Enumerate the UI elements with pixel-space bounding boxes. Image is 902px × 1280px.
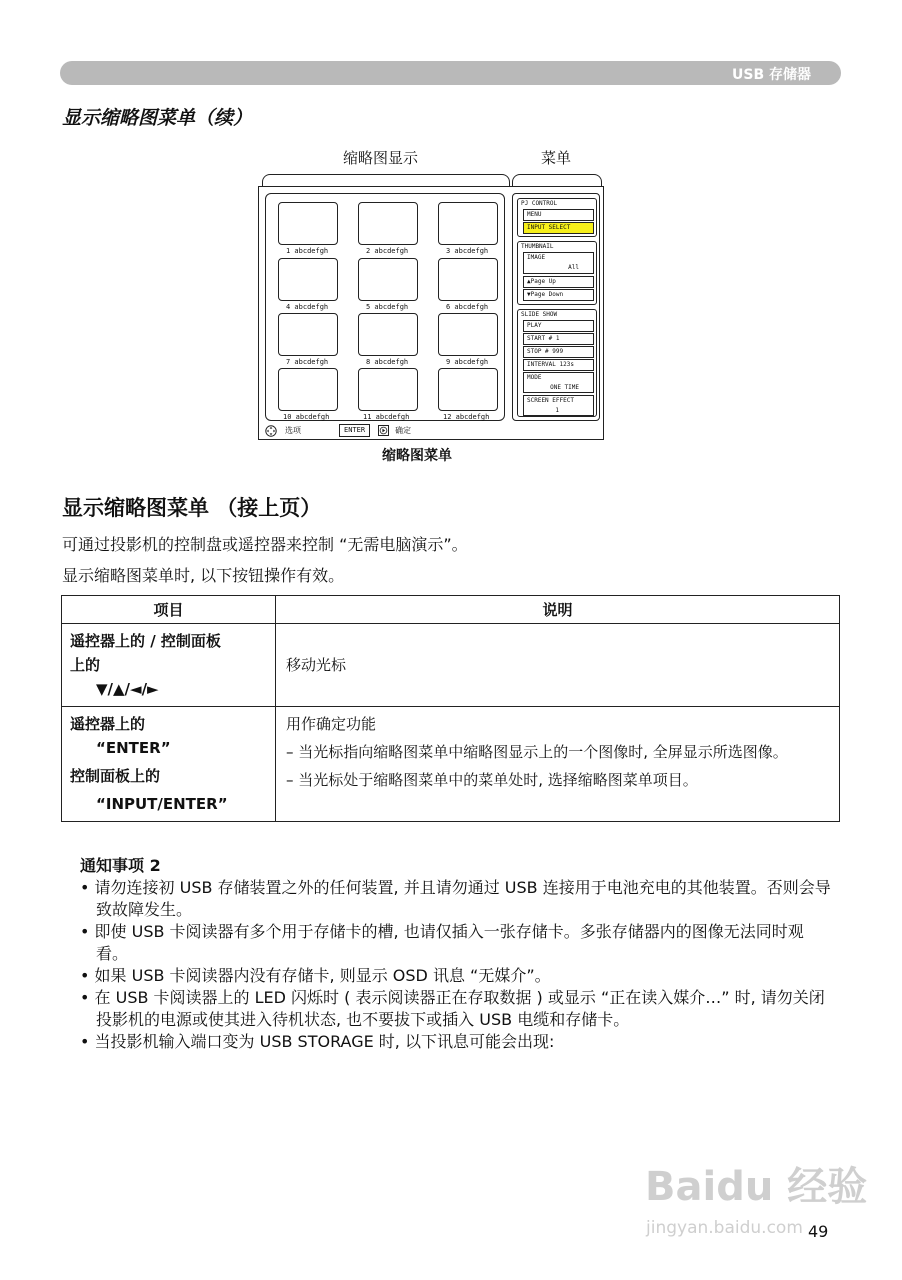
row1-item	[62, 624, 276, 707]
mode-label: MODE	[527, 374, 542, 381]
notes-title: 通知事项 2	[80, 856, 161, 875]
list-item: • 如果 USB 卡阅读器内没有存储卡, 则显示 OSD 讯息 “无媒介”。	[80, 966, 551, 985]
image-label: IMAGE	[527, 254, 546, 261]
enter-key: ENTER	[339, 424, 370, 437]
input-enter-key-label: “INPUT/ENTER”	[96, 795, 228, 813]
row2-description	[276, 707, 840, 822]
thumbnail-caption: 8 abcdefgh	[366, 358, 409, 366]
row2-item-line3: 控制面板上的	[70, 767, 161, 785]
thumbnail-title: THUMBNAIL	[521, 243, 554, 250]
menu-item-page-down[interactable]: ▼Page Down	[523, 289, 594, 301]
menu-item-stop[interactable]: STOP # 999	[523, 346, 594, 358]
image-value: All	[568, 264, 579, 271]
paragraph-2: 显示缩略图菜单时, 以下按钮操作有效。	[62, 566, 345, 585]
thumbnail-caption: 9 abcdefgh	[446, 358, 489, 366]
row1-description: 移动光标	[276, 624, 840, 707]
menu-item-image[interactable]	[523, 252, 594, 274]
watermark-logo: Baidu 经验	[645, 1164, 868, 1210]
table-header-row	[62, 596, 840, 624]
intro-title: 显示缩略图菜单（续）	[62, 107, 253, 129]
page-number: 49	[808, 1222, 829, 1241]
list-item: • 当投影机输入端口变为 USB STORAGE 时, 以下讯息可能会出现:	[80, 1032, 555, 1051]
thumbnail[interactable]	[358, 368, 418, 411]
row1-item-line1: 遥控器上的 / 控制面板	[70, 632, 221, 650]
section-label: USB 存储器	[732, 67, 811, 83]
thumbnail[interactable]	[438, 313, 498, 356]
thumbnail[interactable]	[278, 313, 338, 356]
screen-effect-value: 1	[555, 407, 559, 414]
thumbnail[interactable]	[358, 258, 418, 301]
dpad-icon	[265, 425, 277, 437]
list-item: • 即使 USB 卡阅读器有多个用于存储卡的槽, 也请仅插入一张存储卡。多张存储器内的图像无法同时观看。	[80, 922, 804, 963]
footer-confirm-label: 确定	[395, 426, 411, 435]
mode-value: ONE TIME	[550, 384, 579, 391]
table-row	[62, 624, 840, 707]
row2-desc-line1: 用作确定功能	[286, 715, 377, 733]
menu-item-mode[interactable]	[523, 372, 594, 393]
thumbnail-caption: 10 abcdefgh	[283, 413, 330, 421]
play-key-icon	[378, 425, 389, 436]
row2-item-line1: 遥控器上的	[70, 715, 146, 733]
thumbnail-caption: 2 abcdefgh	[366, 247, 409, 255]
thumbnail-caption: 12 abcdefgh	[443, 413, 490, 421]
header-bar	[60, 61, 841, 85]
bracket-menu	[512, 174, 602, 186]
section-title: 显示缩略图菜单 （接上页）	[62, 496, 322, 520]
label-menu: 菜单	[541, 149, 572, 167]
menu-item-input-select[interactable]: INPUT SELECT	[523, 222, 594, 234]
thumbnail-caption: 4 abcdefgh	[286, 303, 329, 311]
enter-key-label: “ENTER”	[96, 739, 171, 757]
row2-desc-line3: – 当光标处于缩略图菜单中的菜单处时, 选择缩略图菜单项目。	[286, 771, 698, 789]
figure-caption: 缩略图菜单	[382, 448, 452, 464]
thumbnail-caption: 7 abcdefgh	[286, 358, 329, 366]
notes-section	[80, 855, 832, 1053]
row2-desc-line2: – 当光标指向缩略图菜单中缩略图显示上的一个图像时, 全屏显示所选图像。	[286, 743, 788, 761]
thumbnail[interactable]	[438, 202, 498, 245]
bracket-thumbnails	[262, 174, 510, 186]
thumbnail[interactable]	[278, 368, 338, 411]
thumbnail-caption: 6 abcdefgh	[446, 303, 489, 311]
thumbnail[interactable]	[278, 202, 338, 245]
thumbnail[interactable]	[438, 368, 498, 411]
thumbnail[interactable]	[358, 313, 418, 356]
paragraph-1: 可通过投影机的控制盘或遥控器来控制 “无需电脑演示”。	[62, 535, 468, 554]
slide-show-title: SLIDE SHOW	[521, 311, 558, 318]
thumbnail-group	[517, 241, 597, 305]
row2-item	[62, 707, 276, 822]
thumbnail[interactable]	[278, 258, 338, 301]
thumbnail-caption: 1 abcdefgh	[286, 247, 329, 255]
menu-item-screen-effect[interactable]	[523, 395, 594, 416]
list-item: • 在 USB 卡阅读器上的 LED 闪烁时 ( 表示阅读器正在存取数据 ) 或显示 “正在读入媒介…” 时, 请勿关闭投影机的电源或使其进入待机状态, 也不要拔下或插入 USB 电缆和存储卡。	[80, 988, 825, 1029]
menu-item-play[interactable]: PLAY	[523, 320, 594, 332]
thumbnail-area	[265, 193, 505, 421]
thumbnail-caption: 3 abcdefgh	[446, 247, 489, 255]
slide-show-group	[517, 309, 597, 417]
column-header-description: 说明	[276, 596, 840, 624]
menu-item-page-up[interactable]: ▲Page Up	[523, 276, 594, 288]
thumbnail-caption: 5 abcdefgh	[366, 303, 409, 311]
menu-item-start[interactable]: START # 1	[523, 333, 594, 345]
pj-control-title: PJ CONTROL	[521, 200, 558, 207]
table-row	[62, 707, 840, 822]
list-item: • 请勿连接初 USB 存储装置之外的任何装置, 并且请勿通过 USB 连接用于电池充电的其他装置。否则会导致故障发生。	[80, 878, 831, 919]
arrow-keys: ▼/▲/◄/►	[96, 680, 159, 698]
row1-item-line2: 上的	[70, 656, 101, 674]
menu-item-interval[interactable]: INTERVAL 123s	[523, 359, 594, 371]
column-header-item: 项目	[62, 596, 276, 624]
footer-select-label: 选项	[285, 426, 301, 435]
thumbnail-menu-screen	[258, 186, 604, 440]
watermark-url: jingyan.baidu.com	[646, 1218, 803, 1238]
pj-control-group	[517, 198, 597, 237]
screen-effect-label: SCREEN EFFECT	[527, 397, 574, 404]
thumbnail[interactable]	[438, 258, 498, 301]
menu-item-menu[interactable]: MENU	[523, 209, 594, 221]
thumbnail[interactable]	[358, 202, 418, 245]
label-thumbnail-display: 缩略图显示	[343, 149, 419, 167]
menu-area	[512, 193, 600, 421]
button-operation-table	[61, 595, 840, 822]
thumbnail-caption: 11 abcdefgh	[363, 413, 410, 421]
